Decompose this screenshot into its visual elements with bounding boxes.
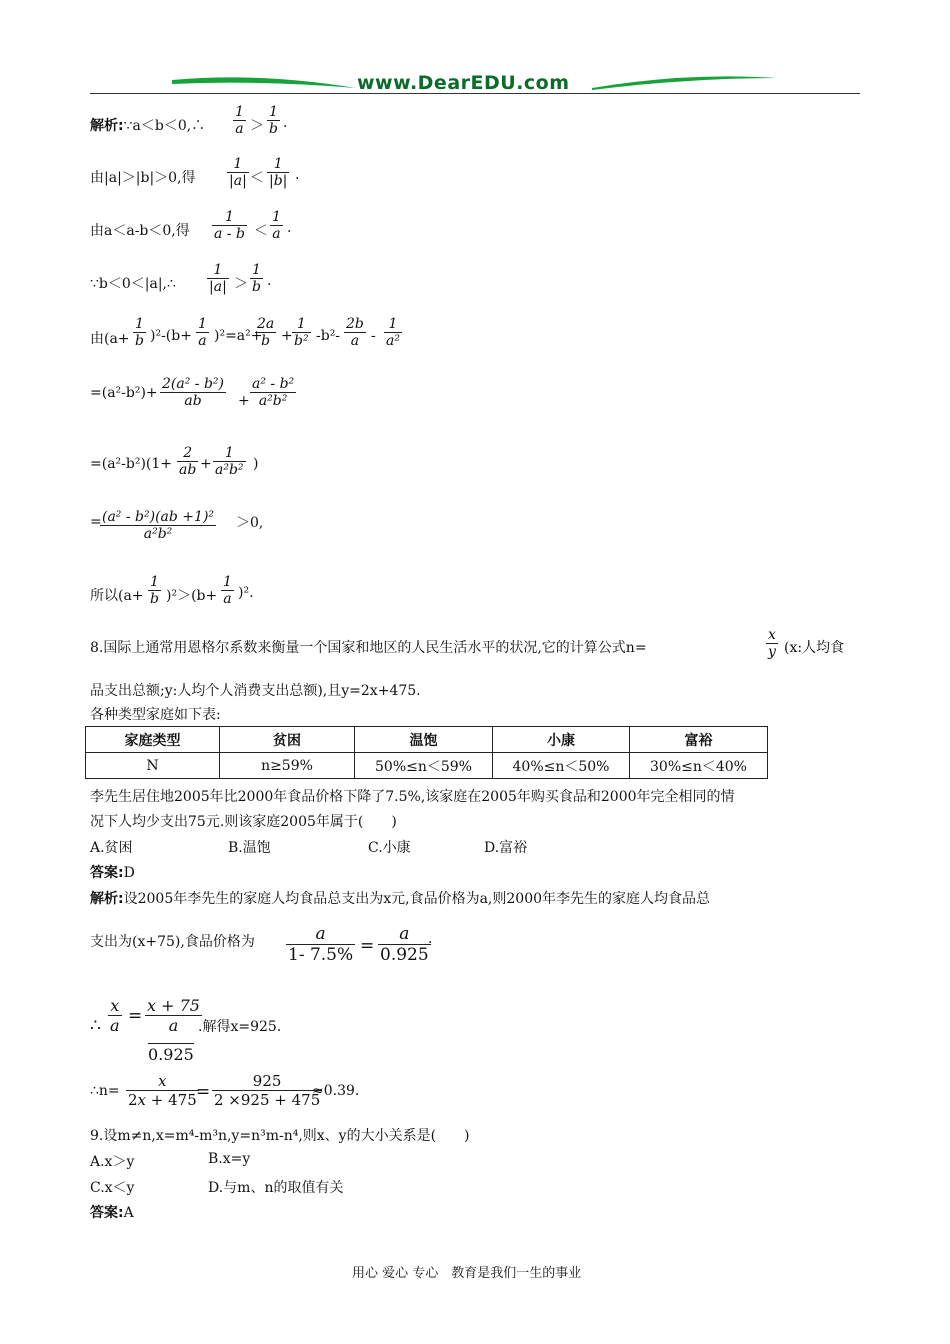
period: . bbox=[287, 220, 292, 236]
table-header-cell: 家庭类型 bbox=[86, 727, 220, 753]
fraction-1-over-b2: 1 b² bbox=[294, 316, 309, 349]
table-header-cell: 温饱 bbox=[355, 727, 493, 753]
answer-value: A bbox=[123, 1205, 134, 1221]
period: . bbox=[283, 115, 288, 131]
table-header-row bbox=[86, 727, 768, 753]
solution-line-2: 由|a|＞|b|＞0,得 bbox=[90, 170, 196, 186]
line1-text: ∵a＜b＜0,∴ bbox=[123, 118, 206, 134]
q8-option-d: D.富裕 bbox=[484, 840, 528, 856]
fraction-925-over-2x925-plus-475: 925 2 ×925 + 475 bbox=[214, 1072, 321, 1109]
answer-label: 答案: bbox=[90, 865, 124, 881]
equals-sign: = bbox=[196, 1082, 211, 1102]
fraction-final-expression: (a² - b²)(ab +1)² a²b² bbox=[102, 509, 215, 542]
plus-symbol: + bbox=[238, 393, 250, 409]
fraction-1-over-a: 1 a bbox=[235, 104, 244, 137]
fraction-2a2b2-over-ab: 2(a² - b²) ab bbox=[162, 376, 224, 409]
table-header-cell: 小康 bbox=[493, 727, 630, 753]
equals-sign: = bbox=[360, 936, 375, 956]
expr-segment: )². bbox=[238, 585, 254, 601]
plus-symbol: + bbox=[281, 328, 293, 344]
solution-line-5: 由(a+ bbox=[90, 331, 130, 347]
period: . bbox=[267, 273, 272, 289]
analysis-label: 解析: bbox=[90, 891, 124, 907]
equals-sign: = bbox=[90, 514, 102, 530]
q8-analysis-line-1 bbox=[90, 888, 710, 908]
fraction-x-over-a: x a bbox=[110, 996, 120, 1035]
table-cell: N bbox=[86, 753, 220, 779]
denominator-0-925: 0.925 bbox=[148, 1045, 194, 1064]
fraction-1-over-b: 1 b bbox=[135, 316, 144, 349]
q9-option-a: A.x＞y bbox=[90, 1154, 135, 1170]
header-right-swoosh bbox=[588, 70, 778, 94]
fraction-1-over-abs-a: 1 |a| bbox=[229, 156, 247, 189]
solution-line-6: =(a²-b²)+ bbox=[90, 385, 158, 401]
fraction-1-over-a: 1 a bbox=[223, 574, 232, 607]
period: . bbox=[295, 167, 300, 183]
q9-option-c: C.x＜y bbox=[90, 1180, 135, 1196]
fraction-1-over-a: 1 a bbox=[272, 209, 281, 242]
q8-text-line-1b: (x:人均食 bbox=[784, 640, 845, 656]
fraction-2b-over-a: 2b a bbox=[346, 316, 364, 349]
fraction-1-over-abs-a: 1 |a| bbox=[209, 262, 227, 295]
table-cell: 30%≤n＜40% bbox=[630, 753, 768, 779]
q8-text-line-3: 各种类型家庭如下表: bbox=[90, 707, 221, 723]
fraction-1-over-a: 1 a bbox=[198, 316, 207, 349]
therefore-symbol: ∴ bbox=[90, 1016, 101, 1036]
fraction-x-over-y: x y bbox=[768, 627, 776, 660]
period: . bbox=[428, 931, 433, 947]
lt-symbol: ＜ bbox=[254, 223, 268, 239]
fraction-x-over-2x-plus-475: x 2x + 475 bbox=[128, 1072, 197, 1109]
q8-text-line-2: 品支出总额;y:人均个人消费支出总额),且y=2x+475. bbox=[90, 683, 421, 699]
q8-option-b: B.温饱 bbox=[228, 840, 271, 856]
fraction-1-over-b: 1 b bbox=[150, 574, 159, 607]
table-cell: n≥59% bbox=[220, 753, 355, 779]
fraction-2-over-ab: 2 ab bbox=[179, 445, 197, 478]
page-footer: 用心 爱心 专心 教育是我们一生的事业 bbox=[352, 1266, 582, 1281]
fraction-1-over-a2: 1 a² bbox=[386, 316, 400, 349]
q9-option-d: D.与m、n的取值有关 bbox=[208, 1180, 344, 1196]
fraction-1-over-b: 1 b bbox=[252, 262, 261, 295]
close-paren: ) bbox=[253, 456, 259, 472]
expr-segment: )²=a²+ bbox=[214, 328, 263, 344]
solution-line-8-tail: ＞0, bbox=[236, 515, 264, 531]
family-type-table bbox=[85, 726, 768, 779]
answer-label: 答案: bbox=[90, 1205, 124, 1221]
fraction-2a-over-b: 2a b bbox=[257, 316, 275, 349]
table-header-cell: 贫困 bbox=[220, 727, 355, 753]
table-header-cell: 富裕 bbox=[630, 727, 768, 753]
site-logo-text: www.DearEDU.com bbox=[357, 72, 570, 94]
q8-text-line-1: 8.国际上通常用恩格尔系数来衡量一个国家和地区的人民生活水平的状况,它的计算公式n= bbox=[90, 640, 647, 656]
fraction-1-over-abs-b: 1 |b| bbox=[269, 156, 288, 189]
expr-segment: )²＞(b+ bbox=[166, 588, 218, 604]
q8-analysis-line-2: 支出为(x+75),食品价格为 bbox=[90, 934, 255, 950]
fraction-x-plus-75-over-a-over-0-925: x + 75 a bbox=[147, 996, 200, 1035]
lt-symbol: ＜ bbox=[250, 170, 264, 186]
table-cell: 50%≤n＜59% bbox=[355, 753, 493, 779]
expr-segment: -b²- bbox=[316, 328, 341, 344]
answer-value: D bbox=[123, 865, 135, 881]
fraction-1-over-a-minus-b: 1 a - b bbox=[214, 209, 245, 242]
table-cell: 40%≤n＜50% bbox=[493, 753, 630, 779]
equals-sign: = bbox=[128, 1006, 143, 1026]
header-divider bbox=[90, 93, 860, 94]
q9-answer-line bbox=[90, 1202, 134, 1222]
q9-text: 9.设m≠n,x=m⁴-m³n,y=n³m-n⁴,则x、y的大小关系是( ) bbox=[90, 1128, 470, 1144]
q8-answer-line bbox=[90, 862, 135, 882]
q8-option-c: C.小康 bbox=[368, 840, 411, 856]
solution-line-3: 由a＜a-b＜0,得 bbox=[90, 223, 190, 239]
q8-text-line-4: 李先生居住地2005年比2000年食品价格下降了7.5%,该家庭在2005年购买食品和2000年完全相同的情 bbox=[90, 789, 735, 805]
q8-analysis-line-4-tail: ≈0.39. bbox=[312, 1083, 360, 1099]
solution-line-9: 所以(a+ bbox=[90, 588, 144, 604]
solution-line-7: =(a²-b²)(1+ bbox=[90, 456, 173, 472]
q8-analysis-line-3-tail: .解得x=925. bbox=[198, 1019, 282, 1035]
solution-line-4: ∵b＜0＜|a|,∴ bbox=[90, 276, 176, 292]
analysis-text: 设2005年李先生的家庭人均食品总支出为x元,食品价格为a,则2000年李先生的家庭人均食品总 bbox=[123, 891, 711, 907]
q9-option-b: B.x=y bbox=[208, 1151, 251, 1167]
header-left-swoosh bbox=[170, 70, 360, 94]
fraction-a-over-1-minus-7-5pct: a 1- 7.5% bbox=[288, 924, 354, 965]
fraction-a-over-0-925: a 0.925 bbox=[380, 924, 429, 965]
q8-text-line-5: 况下人均少支出75元.则该家庭2005年属于( ) bbox=[90, 814, 397, 830]
gt-symbol: ＞ bbox=[234, 276, 248, 292]
gt-symbol: ＞ bbox=[250, 118, 264, 134]
solution-line-1 bbox=[90, 115, 205, 135]
fraction-1-over-b: 1 b bbox=[269, 104, 278, 137]
analysis-label: 解析: bbox=[90, 118, 124, 134]
table-row bbox=[86, 753, 768, 779]
plus-symbol: + bbox=[200, 456, 212, 472]
fraction-1-over-a2b2: 1 a²b² bbox=[215, 445, 244, 478]
q8-analysis-line-4: ∴n= bbox=[90, 1083, 120, 1099]
q8-option-a: A.贫困 bbox=[90, 840, 133, 856]
expr-segment: )²-(b+ bbox=[150, 328, 192, 344]
fraction-a2b2-over-a2b2: a² - b² a²b² bbox=[252, 376, 295, 409]
minus-symbol: - bbox=[371, 328, 376, 344]
